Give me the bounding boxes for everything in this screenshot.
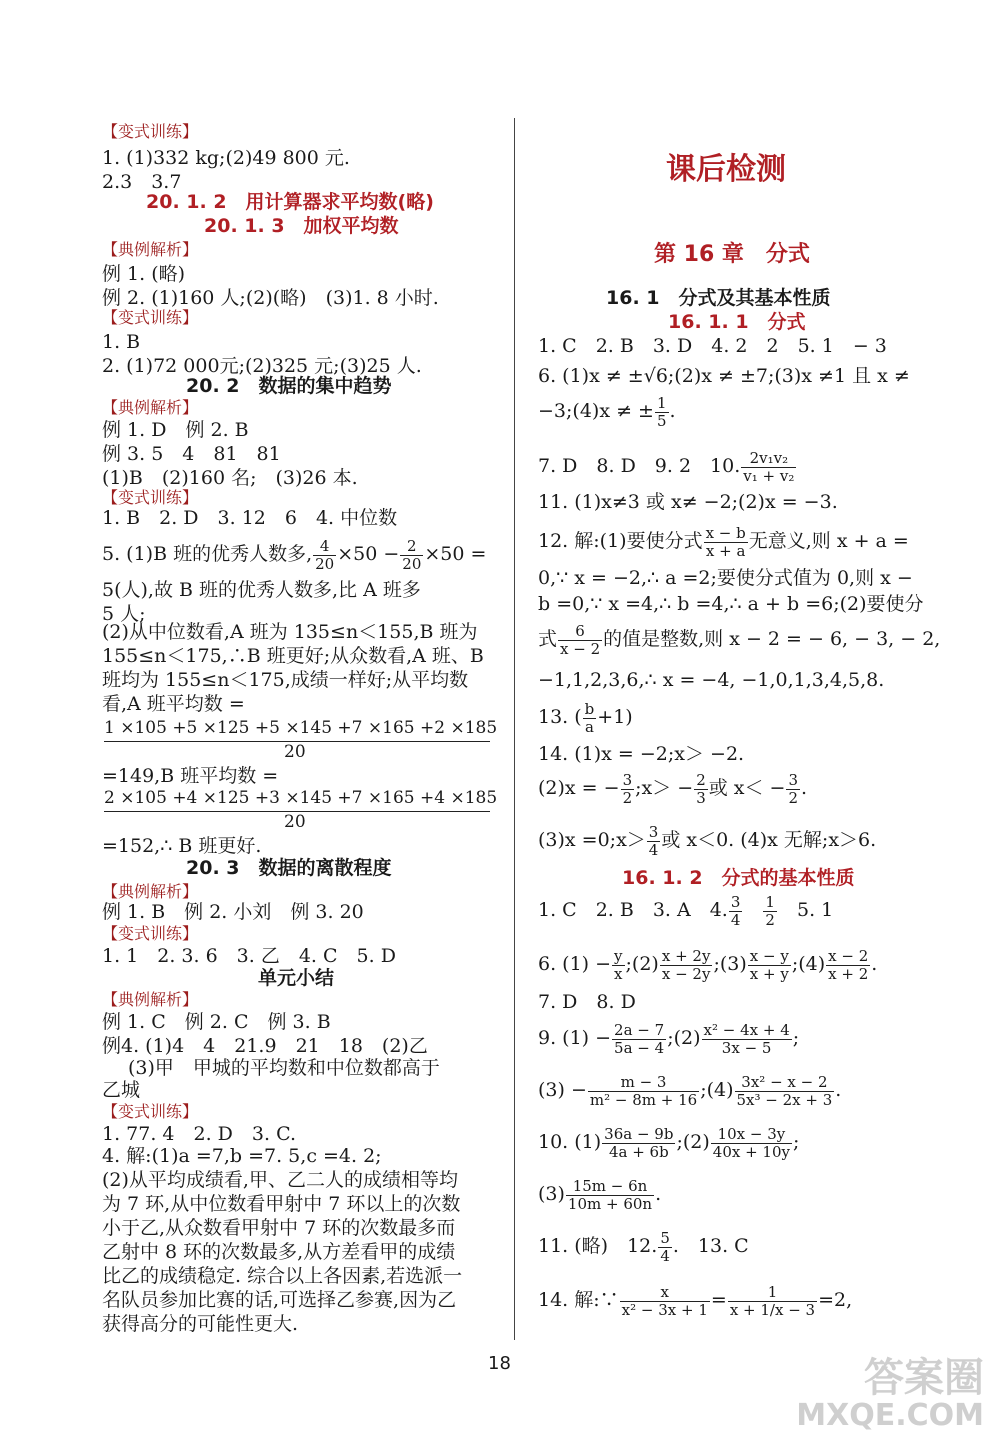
text: (3) bbox=[538, 1183, 565, 1205]
answer-line: (2)从中位数看,A 班为 135≤n＜155,B 班为 bbox=[102, 621, 478, 643]
fraction-numerator: 1 ×105 +5 ×125 +5 ×145 +7 ×165 +2 ×185 bbox=[104, 718, 498, 738]
text: . bbox=[871, 953, 878, 975]
text: ; bbox=[793, 1131, 800, 1153]
answer-line: 6. (1)x ≠ ±√6;(2)x ≠ ±7;(3)x ≠1 且 x ≠ bbox=[538, 365, 910, 387]
section-heading: 20. 1. 3 加权平均数 bbox=[204, 215, 399, 237]
denominator: 2 bbox=[788, 788, 798, 807]
text: +1) bbox=[597, 706, 633, 728]
denominator: x − 2y bbox=[661, 964, 711, 983]
tag-example-analysis: 【典例解析】 bbox=[102, 990, 199, 1009]
denominator: 4a + 6b bbox=[608, 1142, 669, 1161]
answer-line: 1. B 2. D 3. 12 6 4. 中位数 bbox=[102, 507, 398, 529]
fraction bbox=[704, 525, 748, 560]
answer-line: 4. 解:(1)a =7,b =7. 5,c =4. 2; bbox=[102, 1145, 382, 1167]
numerator: y bbox=[614, 946, 623, 965]
text: 7. D 8. D 9. 2 10. bbox=[538, 455, 741, 477]
fraction bbox=[660, 948, 713, 983]
denominator: 3x − 5 bbox=[721, 1038, 772, 1057]
fraction bbox=[728, 1284, 817, 1319]
fraction bbox=[612, 1022, 666, 1057]
text: 或 x＜0. (4)x 无解;x＞6. bbox=[661, 829, 877, 851]
denominator: x bbox=[614, 964, 623, 983]
answer-line-with-fractions bbox=[538, 620, 940, 658]
fraction bbox=[741, 450, 796, 485]
answer-line: 5 人; bbox=[102, 603, 146, 625]
answer-line-with-fractions bbox=[538, 1070, 841, 1110]
fraction bbox=[588, 1074, 699, 1109]
answer-line-with-fractions bbox=[538, 1174, 661, 1214]
fraction-denominator: 20 bbox=[284, 812, 306, 832]
answer-line: 乙射中 8 环的次数最多,从方差看甲的成绩 bbox=[102, 1241, 456, 1263]
answer-line: 2.3 3.7 bbox=[102, 171, 182, 193]
tag-variant-training: 【变式训练】 bbox=[102, 924, 199, 943]
fraction bbox=[729, 894, 743, 929]
denominator: x + y bbox=[749, 964, 789, 983]
answer-line-with-fractions bbox=[538, 392, 676, 430]
section-heading: 20. 1. 2 用计算器求平均数(略) bbox=[146, 191, 434, 213]
page-number: 18 bbox=[488, 1353, 511, 1374]
answer-line-with-fractions bbox=[538, 1226, 749, 1266]
numerator: 6 bbox=[558, 623, 602, 641]
answer-line-with-fractions bbox=[538, 698, 633, 736]
answer-line-with-fractions bbox=[538, 1122, 799, 1162]
answer-line: 11. (1)x≠3 或 x≠ −2;(2)x = −3. bbox=[538, 491, 838, 513]
section-heading: 20. 2 数据的集中趋势 bbox=[186, 375, 392, 397]
numerator: 2 bbox=[696, 770, 706, 789]
text: 14. 解:∵ bbox=[538, 1289, 619, 1311]
section-heading: 20. 3 数据的离散程度 bbox=[186, 857, 392, 879]
denominator: m² − 8m + 16 bbox=[589, 1090, 698, 1109]
answer-line: 14. (1)x = −2;x＞ −2. bbox=[538, 743, 745, 765]
text: . 13. C bbox=[672, 1235, 749, 1257]
denominator: 10m + 60n bbox=[567, 1194, 653, 1213]
answer-line: 获得高分的可能性更大. bbox=[102, 1313, 299, 1335]
numerator: x² − 4x + 4 bbox=[703, 1020, 790, 1039]
answer-line: 班均为 155≤n＜175,成绩一样好;从平均数 bbox=[102, 669, 469, 691]
column-divider bbox=[514, 118, 515, 1340]
denominator: 5x³ − 2x + 3 bbox=[736, 1090, 833, 1109]
answer-line-with-fractions bbox=[538, 890, 833, 930]
text: ;(2) bbox=[625, 953, 659, 975]
numerator: 1 bbox=[765, 892, 775, 911]
fraction bbox=[826, 948, 870, 983]
denominator: x − 2 bbox=[560, 639, 601, 658]
tag-example-analysis: 【典例解析】 bbox=[102, 240, 199, 259]
denominator: 2 bbox=[765, 910, 775, 929]
answer-line: 小于乙,从众数看甲射中 7 环的次数最多而 bbox=[102, 1217, 456, 1239]
text: 9. (1) − bbox=[538, 1027, 612, 1049]
fraction bbox=[400, 538, 423, 573]
denominator: 4 bbox=[648, 840, 659, 859]
tag-variant-training: 【变式训练】 bbox=[102, 122, 199, 141]
chapter-title: 第 16 章 分式 bbox=[654, 242, 810, 267]
answer-line: 7. D 8. D bbox=[538, 991, 636, 1013]
text: 10. (1) bbox=[538, 1131, 602, 1153]
text: ; bbox=[792, 1027, 800, 1049]
numerator: x − y bbox=[749, 946, 789, 965]
numerator: 3 bbox=[730, 892, 741, 911]
answer-line-with-fractions bbox=[538, 446, 797, 486]
answer-line: 1. C 2. B 3. D 4. 2 2 5. 1 − 3 bbox=[538, 335, 887, 357]
denominator: x² − 3x + 1 bbox=[621, 1300, 708, 1319]
section-heading: 16. 1. 1 分式 bbox=[668, 311, 806, 333]
fraction bbox=[602, 1126, 675, 1161]
section-heading: 单元小结 bbox=[258, 967, 335, 989]
denominator: a bbox=[585, 717, 594, 736]
fraction bbox=[647, 824, 661, 859]
tag-example-analysis: 【典例解析】 bbox=[102, 882, 199, 901]
text: ×50 = bbox=[424, 543, 487, 565]
answer-line: 乙城 bbox=[102, 1079, 141, 1101]
numerator: b bbox=[584, 699, 595, 718]
text: (3) − bbox=[538, 1079, 587, 1101]
fraction bbox=[763, 894, 777, 929]
fraction-numerator: 2 ×105 +4 ×125 +3 ×145 +7 ×165 +4 ×185 bbox=[104, 788, 498, 808]
answer-line: 比乙的成绩稳定. 综合以上各因素,若选派一 bbox=[102, 1265, 463, 1287]
numerator: 3 bbox=[648, 822, 659, 841]
answer-line: b =0,∵ x =4,∴ b =4,∴ a + b =6;(2)要使分 bbox=[538, 593, 924, 615]
answer-line: 例4. (1)4 4 21.9 21 18 (2)乙 bbox=[102, 1035, 428, 1057]
answer-line: 155≤n＜175,∴B 班更好;从众数看,A 班、B bbox=[102, 645, 484, 667]
text: 或 x＜ − bbox=[708, 777, 786, 799]
answer-line: 1. (1)332 kg;(2)49 800 元. bbox=[102, 147, 350, 169]
numerator: x − 2 bbox=[828, 946, 869, 965]
answer-line: 名队员参加比赛的话,可选择乙参赛,因为乙 bbox=[102, 1289, 457, 1311]
tag-example-analysis: 【典例解析】 bbox=[102, 398, 199, 417]
text: =2, bbox=[818, 1289, 853, 1311]
text: −3;(4)x ≠ ± bbox=[538, 400, 654, 422]
text: . bbox=[669, 400, 676, 422]
fraction bbox=[748, 948, 791, 983]
denominator: x + 2 bbox=[828, 964, 869, 983]
numerator: 3x² − x − 2 bbox=[735, 1074, 835, 1092]
text: 12. 解:(1)要使分式 bbox=[538, 530, 703, 552]
fraction-denominator: 20 bbox=[284, 742, 306, 762]
answer-line: 例 1. B 例 2. 小刘 例 3. 20 bbox=[102, 901, 364, 923]
denominator: 5 bbox=[656, 411, 667, 430]
numerator: 4 bbox=[313, 538, 336, 556]
denominator: 40x + 10y bbox=[712, 1142, 790, 1161]
text: ;(2) bbox=[667, 1027, 701, 1049]
answer-line: 2. (1)72 000元;(2)325 元;(3)25 人. bbox=[102, 355, 422, 377]
text: (3)x =0;x＞ bbox=[538, 829, 646, 851]
text: = bbox=[710, 1289, 727, 1311]
numerator: m − 3 bbox=[588, 1074, 699, 1092]
numerator: x + 2y bbox=[661, 946, 711, 965]
denominator: 2 bbox=[622, 788, 633, 807]
watermark-url: MXQE.COM bbox=[796, 1398, 984, 1433]
text: 5. (1)B 班的优秀人数多, bbox=[102, 543, 313, 565]
numerator: 15m − 6n bbox=[566, 1178, 654, 1196]
section-heading: 16. 1 分式及其基本性质 bbox=[606, 287, 831, 309]
denominator: 20 bbox=[402, 554, 422, 573]
answer-line-with-fractions bbox=[538, 1280, 852, 1320]
text: 无意义,则 x + a = bbox=[748, 530, 909, 552]
text: 式 bbox=[538, 628, 558, 650]
fraction bbox=[621, 772, 635, 807]
answer-line: −1,1,2,3,6,∴ x = −4, −1,0,1,3,4,5,8. bbox=[538, 669, 885, 691]
fraction bbox=[583, 701, 597, 736]
text: ;(3) bbox=[713, 953, 747, 975]
answer-line: =149,B 班平均数 = bbox=[102, 765, 279, 787]
fraction bbox=[558, 623, 602, 658]
text: 5. 1 bbox=[796, 899, 834, 921]
answer-line: 5(人),故 B 班的优秀人数多,比 A 班多 bbox=[102, 579, 421, 601]
text: ;(4) bbox=[791, 953, 826, 975]
text: (2)x = − bbox=[538, 777, 620, 799]
text: ;(2) bbox=[676, 1131, 710, 1153]
numerator: 5 bbox=[660, 1228, 670, 1247]
answer-line: 1. 1 2. 3. 6 3. 乙 4. C 5. D bbox=[102, 945, 396, 967]
answer-line: 0,∵ x = −2,∴ a =2;要使分式值为 0,则 x − bbox=[538, 567, 913, 589]
fraction bbox=[702, 1022, 792, 1057]
numerator: x bbox=[620, 1284, 710, 1302]
fraction bbox=[313, 538, 336, 573]
text: 的值是整数,则 x − 2 = − 6, − 3, − 2, bbox=[603, 628, 941, 650]
answer-line: =152,∴ B 班更好. bbox=[102, 835, 262, 857]
watermark-mark: 答案圈 bbox=[864, 1355, 984, 1401]
denominator: v₁ + v₂ bbox=[743, 466, 795, 485]
numerator: 36a − 9b bbox=[604, 1124, 674, 1143]
fraction bbox=[612, 948, 624, 983]
denominator: 4 bbox=[730, 910, 741, 929]
numerator: 2 bbox=[400, 538, 423, 556]
answer-line-with-fractions bbox=[538, 944, 877, 984]
text: 11. (略) 12. bbox=[538, 1235, 658, 1257]
text: 1. C 2. B 3. A 4. bbox=[538, 899, 728, 921]
fraction bbox=[566, 1178, 654, 1213]
denominator: 3 bbox=[696, 788, 706, 807]
numerator: 10x − 3y bbox=[711, 1126, 792, 1144]
denominator: 20 bbox=[315, 554, 335, 573]
text: 6. (1) − bbox=[538, 953, 612, 975]
numerator: 2v₁v₂ bbox=[741, 450, 796, 468]
tag-variant-training: 【变式训练】 bbox=[102, 308, 199, 327]
watermark-logo bbox=[796, 1356, 984, 1432]
answer-line: (3)甲 甲城的平均数和中位数都高于 bbox=[128, 1057, 440, 1079]
answer-line: 例 1. (略) bbox=[102, 263, 186, 285]
fraction bbox=[694, 772, 708, 807]
answer-line: 为 7 环,从中位数看甲射中 7 环以上的次数 bbox=[102, 1193, 461, 1215]
answer-line: 例 1. C 例 2. C 例 3. B bbox=[102, 1011, 331, 1033]
numerator: 1 bbox=[728, 1284, 817, 1302]
answer-line: 例 3. 5 4 81 81 bbox=[102, 443, 281, 465]
fraction bbox=[711, 1126, 792, 1161]
answer-line-with-fractions bbox=[538, 820, 876, 860]
text: . bbox=[801, 777, 808, 799]
fraction bbox=[786, 772, 800, 807]
fraction bbox=[655, 395, 669, 430]
numerator: 3 bbox=[788, 770, 798, 789]
numerator: x − b bbox=[705, 523, 746, 542]
denominator: 5a − 4 bbox=[614, 1038, 665, 1057]
answer-line: (1)B (2)160 名; (3)26 本. bbox=[102, 467, 358, 489]
fraction bbox=[735, 1074, 835, 1109]
fraction bbox=[658, 1230, 672, 1265]
tag-variant-training: 【变式训练】 bbox=[102, 1102, 199, 1121]
answer-line-with-fractions bbox=[538, 768, 807, 808]
text: . bbox=[655, 1183, 662, 1205]
answer-line: 看,A 班平均数 = bbox=[102, 693, 245, 715]
text: ;x＞ − bbox=[635, 777, 694, 799]
answer-line-with-fractions bbox=[538, 522, 909, 560]
answer-line-with-fractions bbox=[538, 1018, 799, 1058]
numerator: 3 bbox=[622, 770, 633, 789]
answer-line: 1. B bbox=[102, 331, 141, 353]
text: 13. ( bbox=[538, 706, 582, 728]
text: . bbox=[835, 1079, 842, 1101]
text: ×50 − bbox=[337, 543, 400, 565]
page-title: 课后检测 bbox=[666, 152, 786, 187]
numerator: 2a − 7 bbox=[614, 1020, 665, 1039]
numerator: 1 bbox=[656, 393, 667, 412]
answer-line-with-fractions bbox=[102, 536, 486, 573]
tag-variant-training: 【变式训练】 bbox=[102, 488, 199, 507]
answer-line: (2)从平均成绩看,甲、乙二人的成绩相等均 bbox=[102, 1169, 458, 1191]
fraction bbox=[620, 1284, 710, 1319]
answer-line: 例 2. (1)160 人;(2)(略) (3)1. 8 小时. bbox=[102, 287, 439, 309]
denominator: x + 1/x − 3 bbox=[729, 1300, 816, 1319]
text: ;(4) bbox=[700, 1079, 734, 1101]
answer-line: 1. 77. 4 2. D 3. C. bbox=[102, 1123, 296, 1145]
denominator: 4 bbox=[660, 1246, 670, 1265]
section-heading: 16. 1. 2 分式的基本性质 bbox=[622, 867, 855, 889]
answer-line: 例 1. D 例 2. B bbox=[102, 419, 249, 441]
denominator: x + a bbox=[705, 541, 746, 560]
